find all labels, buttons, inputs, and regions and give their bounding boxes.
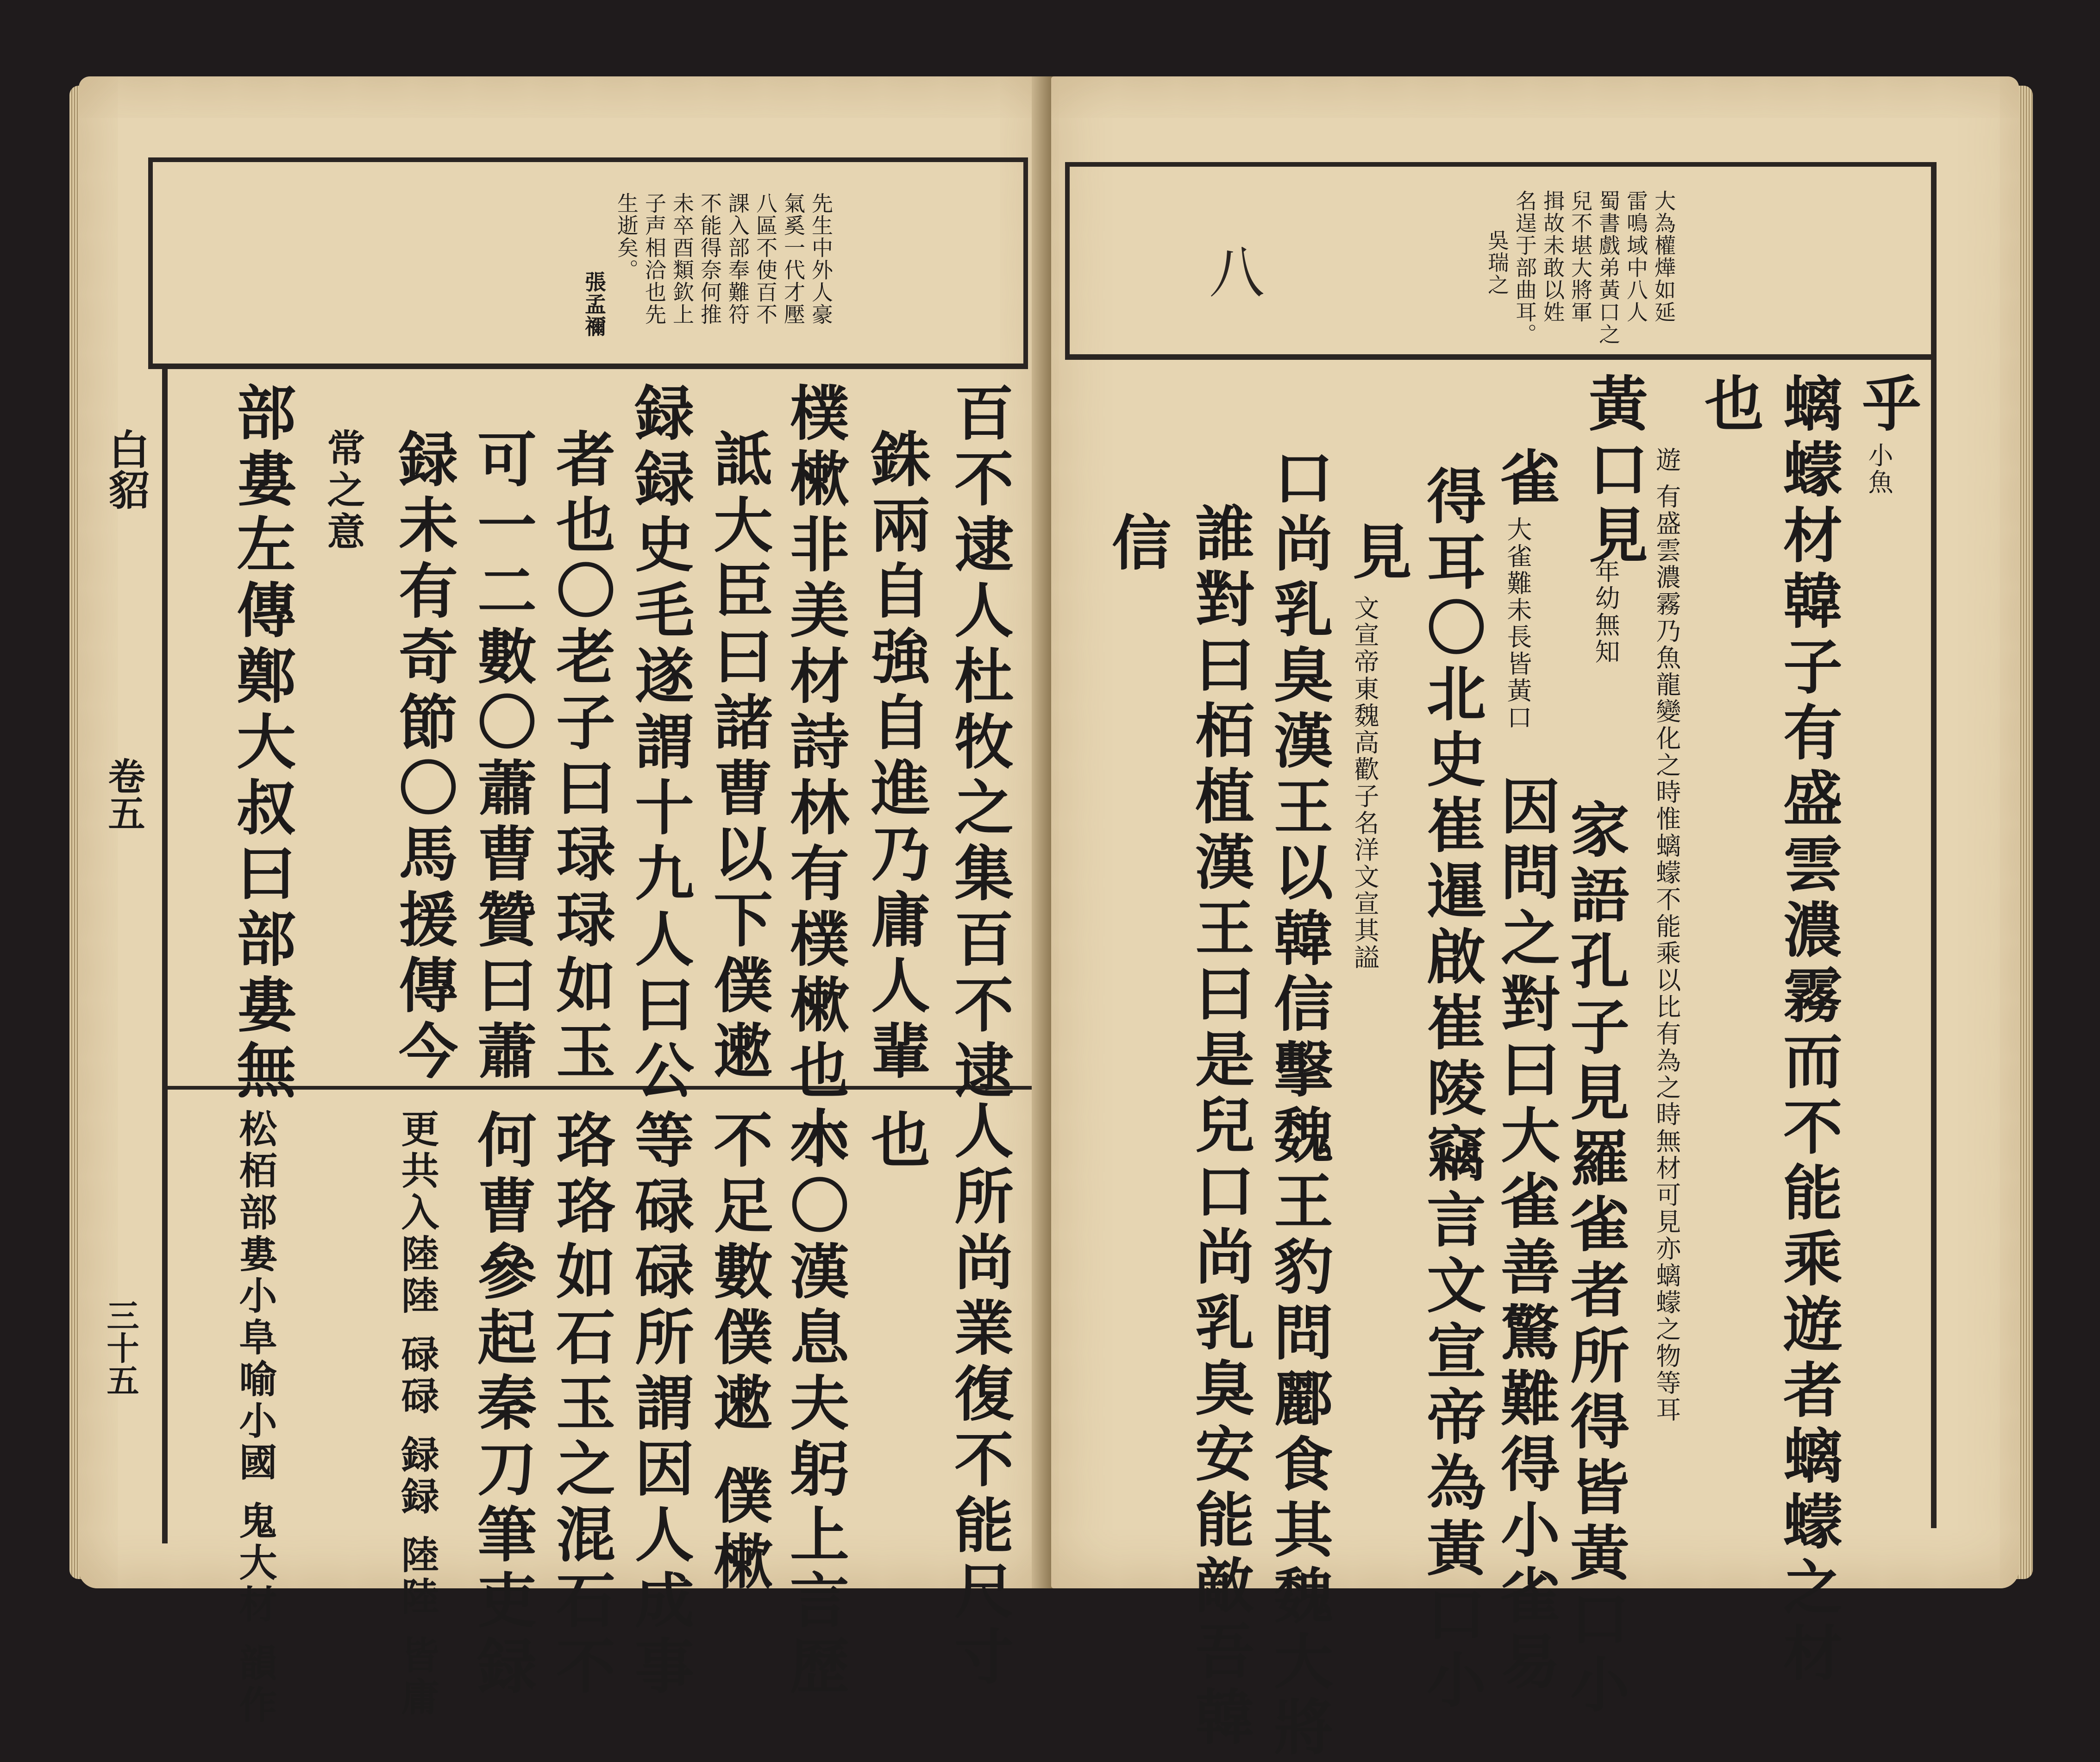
right-col-12-upper: 信: [1102, 512, 1171, 577]
right-note-line-7: 吳瑞之: [1485, 229, 1510, 296]
left-header-side: [148, 157, 153, 369]
left-col-2-lower: 也: [861, 1109, 930, 1175]
left-mid-rule: [162, 1086, 1070, 1090]
right-header-divider: [1065, 354, 1936, 360]
right-col-8-upper: 得耳〇北史崔暹啟崔陵竊言文宣帝為黃口小: [1417, 465, 1486, 1715]
right-col-6-upper: 雀: [1491, 447, 1560, 513]
right-col-6-lower: 大雀難未長皆黃口: [1503, 516, 1532, 731]
right-outer-rule: [1931, 162, 1937, 1528]
left-outer-rule: [162, 369, 168, 1091]
left-col-3-lower: 木〇漢息夫躬上言歷: [780, 1109, 849, 1701]
right-note-line-4: 兒不堪大將軍: [1568, 190, 1593, 323]
right-top-rule: [1065, 162, 1936, 167]
left-col-9-upper: 常之意: [321, 428, 365, 553]
right-note-line-3: 蜀書戲弟黃口之: [1596, 190, 1621, 345]
left-note-line-3: 八區不使百不: [753, 192, 778, 326]
right-header-side: [1065, 162, 1070, 360]
right-note-line-1: 大為權燁如延: [1651, 190, 1676, 323]
left-col-5-upper: 録録史毛遂謂十九人曰公: [625, 382, 694, 1105]
right-col-2-upper: 螭蠓材韓子有盛雲濃霧而不能乘遊者螭蠓之材: [1773, 373, 1843, 1688]
left-col-2-upper: 銖兩自強自進乃庸人輩: [861, 428, 930, 1086]
seam-folio: 三十五: [101, 1299, 140, 1396]
left-col-10-lower: 松栢部婁小阜喻小國 鬼大材 韻作: [233, 1109, 277, 1727]
right-col-7-upper: 因問之對曰大雀善驚難得小雀易: [1491, 776, 1560, 1696]
right-col-4-upper: 黃口見: [1579, 373, 1648, 570]
left-col-1-upper: 百不逮人杜牧之集百不逮: [944, 382, 1014, 1105]
left-note-line-6: 未卒酉類欽上: [670, 192, 695, 326]
left-col-4-lower: 不足數僕遬 僕樕: [703, 1109, 773, 1597]
seam-title: 白貂: [102, 428, 150, 510]
left-col-1-lower: 人所尚業復不能尺寸: [944, 1100, 1014, 1692]
right-col-1-lower: 小魚: [1864, 442, 1893, 496]
left-note-line-4: 課入部奉難符: [725, 192, 750, 326]
right-col-11-upper: 誰對曰栢植漢王曰是兒口尚乳臭安能敵吾韓: [1185, 502, 1254, 1752]
header-seal-mark: 八: [1200, 243, 1264, 299]
seam-volume: 卷五: [102, 757, 145, 831]
left-col-3-upper: 樸樕非美材詩林有樸樕也小: [780, 382, 849, 1171]
left-note-line-5: 不能得奈何推: [697, 192, 722, 326]
left-note-line-8: 生逝矣。: [614, 192, 639, 281]
right-note-line-5: 揖故未敢以姓: [1540, 190, 1565, 323]
left-page: [79, 76, 1047, 1727]
right-note-line-6: 名逞于部曲耳。: [1512, 190, 1537, 345]
right-col-3-upper: 也: [1694, 373, 1764, 439]
right-note-line-2: 雷鳴域中八人: [1624, 190, 1649, 323]
right-col-4-lower: 年幼無知: [1591, 558, 1620, 665]
left-note-line-2: 氣奚一代才壓: [781, 192, 806, 326]
right-col-10-upper: 口尚乳臭漢王以韓信擊魏王豹問酈食其魏大將: [1264, 447, 1333, 1762]
right-col-1-upper: 乎: [1852, 373, 1921, 439]
right-col-3-lower: 遊 有盛雲濃霧乃魚龍變化之時惟螭蠓不能乘以比有為之時無材可見亦螭蠓之物等耳: [1652, 447, 1681, 1424]
left-header-divider: [148, 364, 1028, 369]
left-col-8-lower: 更共入陸陸 碌碌 録録 陸陸 皆庸: [395, 1109, 439, 1719]
right-col-9-upper: 見: [1342, 521, 1412, 587]
left-col-7-upper: 可一二數〇蕭曹贊曰蕭: [467, 428, 537, 1086]
left-col-4-upper: 詆大臣曰諸曹以下僕遬: [703, 428, 773, 1086]
left-header-side-right: [1023, 157, 1028, 369]
left-outer-rule-lower: [162, 1090, 168, 1543]
left-col-10-upper: 部婁左傳鄭大叔曰部婁無: [226, 382, 296, 1105]
right-col-9-lower: 文宣帝東魏高歡子名洋文宣其謚: [1350, 595, 1379, 971]
left-col-7-lower: 何曹參起秦刀筆吏録: [467, 1109, 537, 1701]
left-col-8-upper: 録未有奇節〇馬援傳今: [389, 428, 458, 1086]
left-note-line-1: 先生中外人豪: [809, 192, 834, 326]
left-col-6-lower: 珞珞如石玉之混石不: [546, 1109, 615, 1701]
right-page: [1051, 76, 2019, 1762]
right-col-5-upper: 家語孔子見羅雀者所得皆黃口小: [1560, 799, 1630, 1719]
left-top-rule: [148, 157, 1028, 162]
left-note-signature: 張孟禰: [582, 271, 607, 338]
left-col-6-upper: 者也〇老子曰琭琭如玉: [546, 428, 615, 1086]
left-col-5-lower: 等碌碌所謂因人成事: [625, 1109, 694, 1701]
left-note-line-7: 子声相洽也先: [642, 192, 667, 326]
